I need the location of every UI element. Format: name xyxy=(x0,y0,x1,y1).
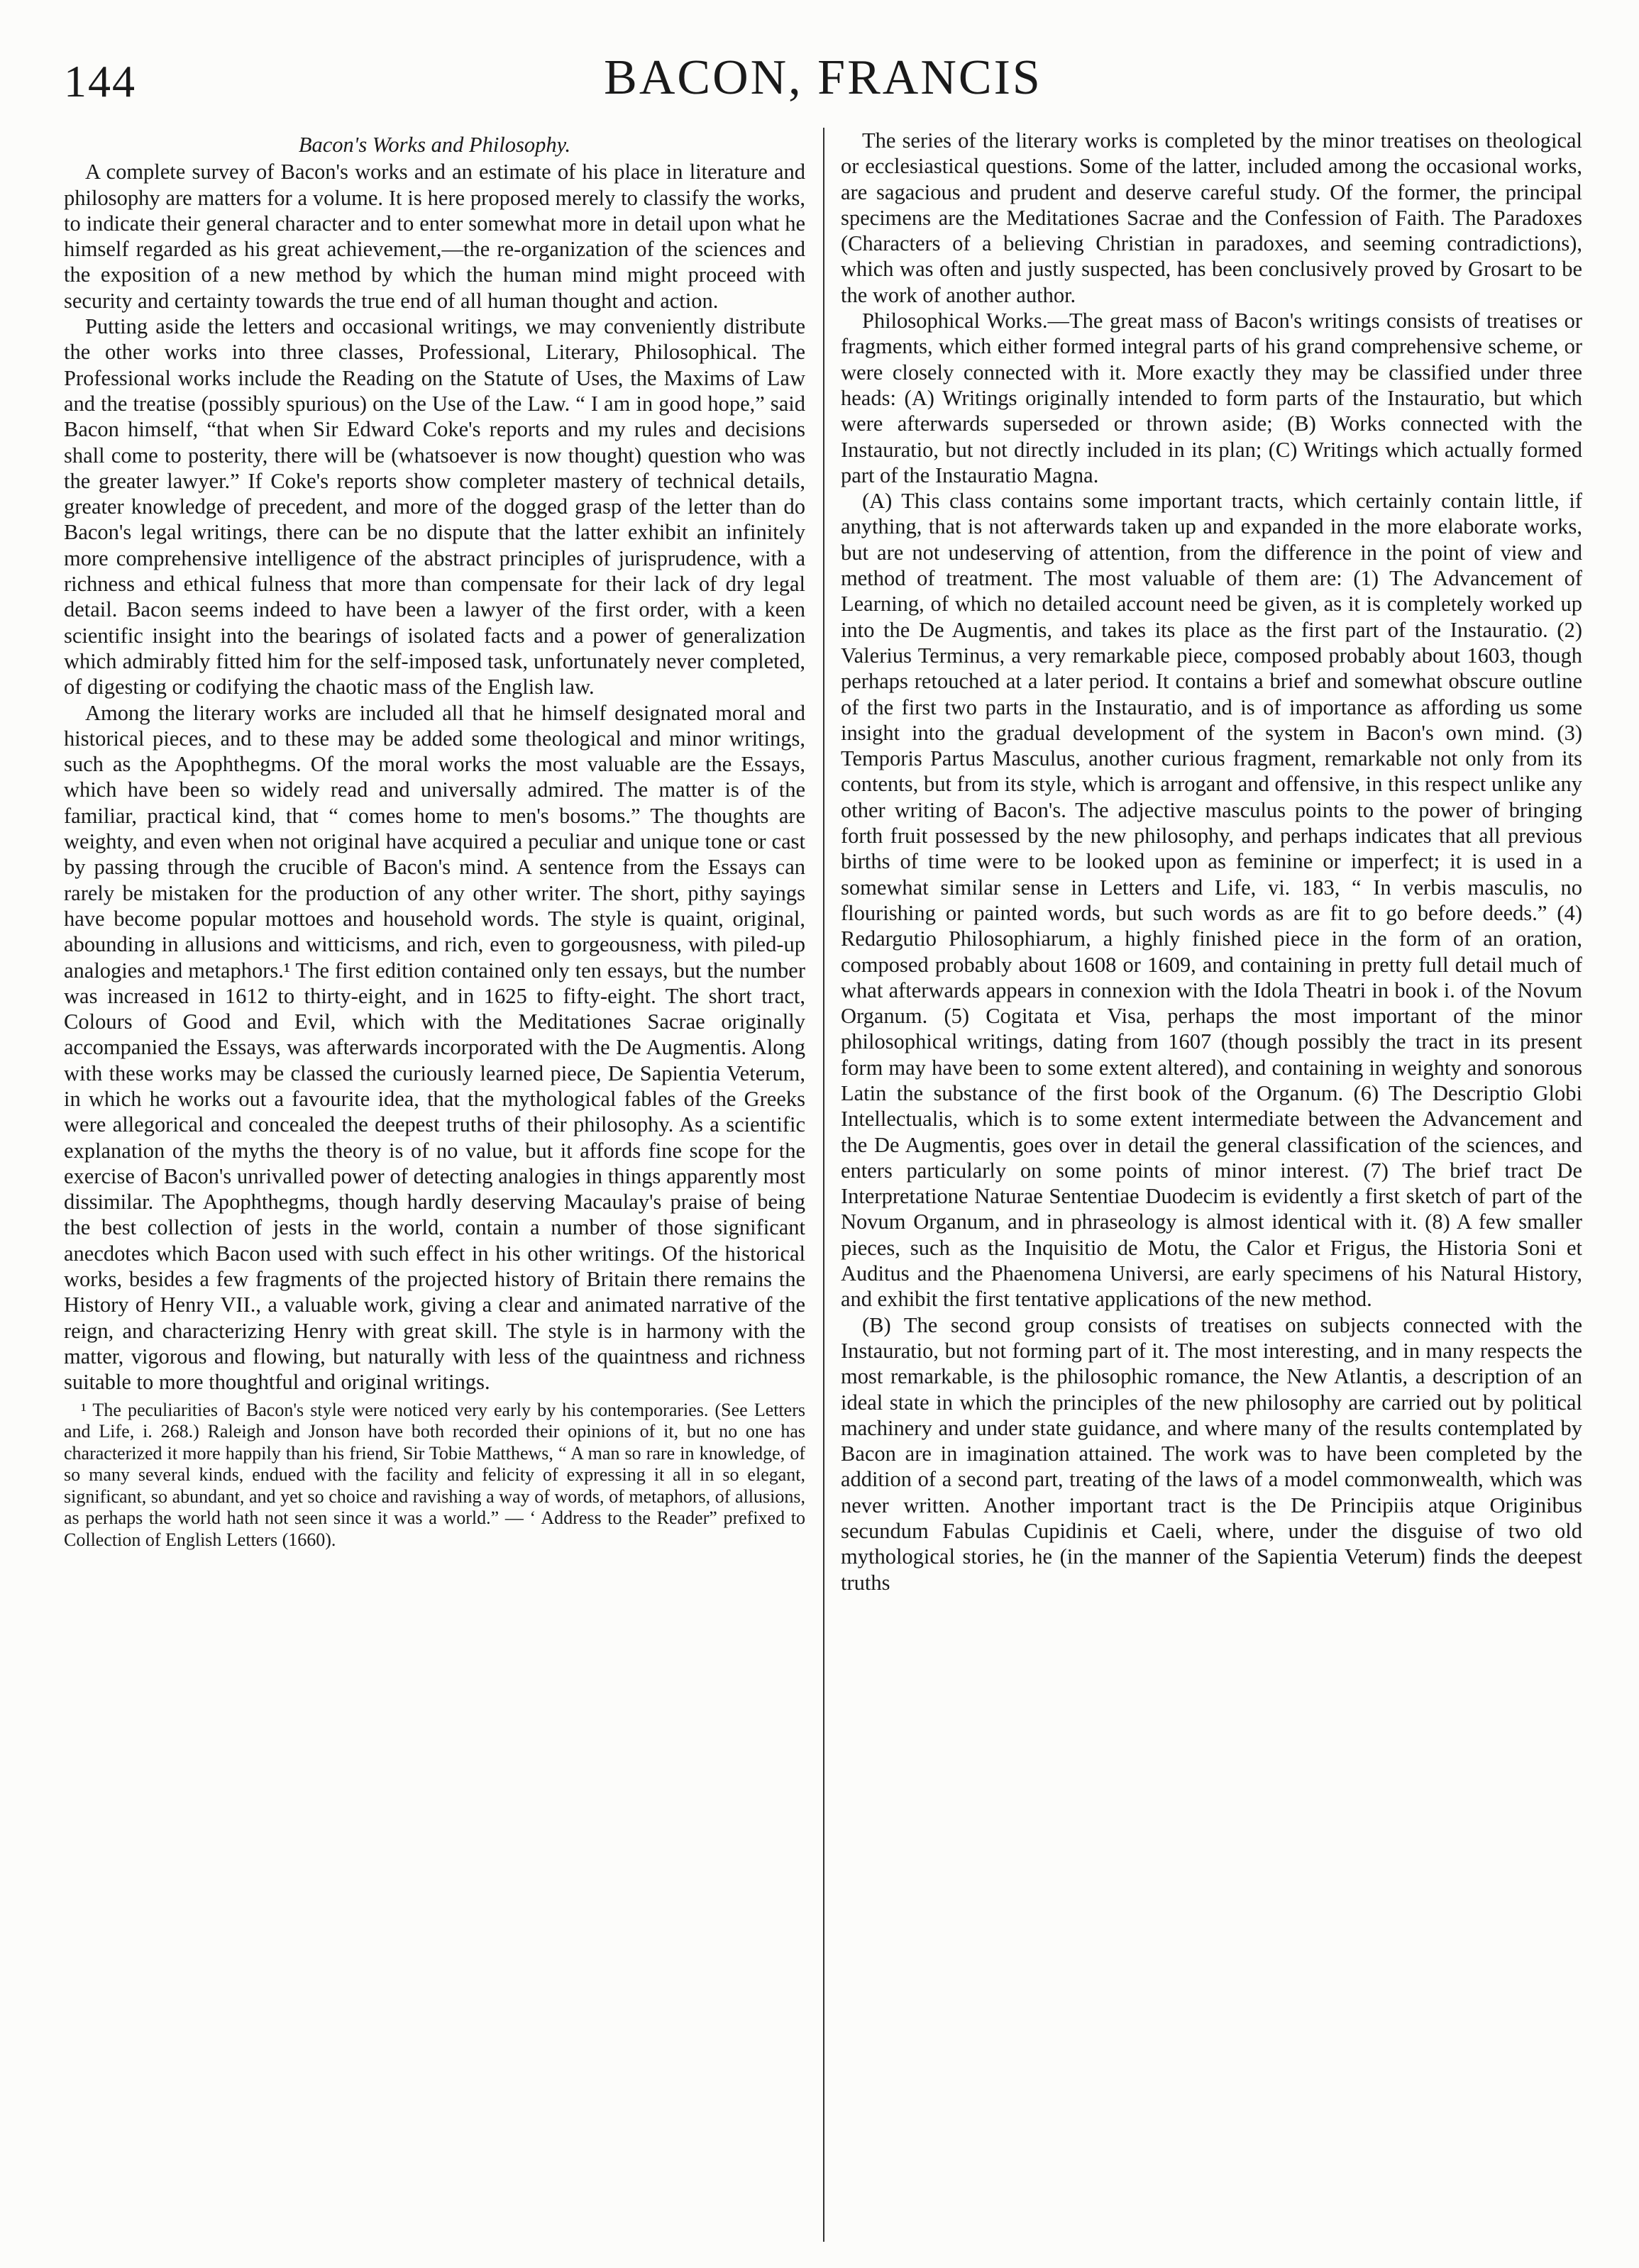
page xyxy=(64,43,1582,2249)
paragraph: A complete survey of Bacon's works and an estimate of his place in literature and philosophy are matters for a volume. It is here proposed merely to classify the works, to indicate their general character and to enter somewhat more in detail upon what he himself regarded as his great achievement,—the re-organization of the sciences and the exposition of a new method by which the human mind might proceed with security and certainty towards the true end of all human thought and action. xyxy=(64,160,805,313)
paragraph: Among the literary works are included all that he himself designated moral and historical pieces, and to these may be added some theological and minor writings, such as the Apophthegms. Of the moral works the most valuable are the Essays, which have been so widely read and universally admired. The matter is of the familiar, practical kind, that “ comes home to men's bosoms.” The thoughts are weighty, and even when not original have acquired a peculiar and unique tone or cast by passing through the crucible of Bacon's mind. A sentence from the Essays can rarely be mistaken for the production of any other writer. The short, pithy sayings have become popular mottoes and household words. The style is quaint, original, abounding in allusions and witticisms, and rich, even to gorgeousness, with piled-up analogies and metaphors.¹ The first edition contained only ten essays, but the number was increased in 1612 to thirty-eight, and in 1625 to fifty-eight. The short tract, Colours of Good and Evil, which with the Meditationes Sacrae originally accompanied the Essays, was afterwards incorporated with the De Augmentis. Along with these works may be classed the curiously learned piece, De Sapientia Veterum, in which he works out a favourite idea, that the mythological fables of the Greeks were allegorical and concealed the deepest truths of their philosophy. As a scientific explanation of the myths the theory is of no value, but it affords fine scope for the exercise of Bacon's unrivalled power of detecting analogies in things apparently most dissimilar. The Apophthegms, though hardly deserving Macaulay's praise of being the best collection of jests in the world, contain a number of those significant anecdotes which Bacon used with such effect in his other writings. Of the historical works, besides a few fragments of the projected history of Britain there remains the History of Henry VII., a valuable work, giving a clear and animated narrative of the reign, and characterizing Henry with great skill. The style is in harmony with the matter, vigorous and flowing, but naturally with less of the quaintness and richness suitable to more thoughtful and original writings. xyxy=(64,700,805,1395)
text-columns xyxy=(64,128,1582,2242)
running-title: BACON, FRANCIS xyxy=(604,50,1042,105)
right-column xyxy=(841,128,1582,2242)
left-column xyxy=(64,128,805,2242)
paragraph: Philosophical Works.—The great mass of Bacon's writings consists of treatises or fragments, which either formed integral parts of his grand comprehensive scheme, or were closely connected with it. More exactly they may be classified under three heads: (A) Writings originally intended to form parts of the Instauratio, but which were afterwards superseded or thrown aside; (B) Works connected with the Instauratio, but not directly included in its plan; (C) Writings which actually formed part of the Instauratio Magna. xyxy=(841,309,1582,487)
column-divider xyxy=(823,128,824,2242)
paragraph: Putting aside the letters and occasional writings, we may conveniently distribute the other works into three classes, Professional, Literary, Philosophical. The Professional works include the Reading on the Statute of Uses, the Maxims of Law and the treatise (possibly spurious) on the Use of the Law. “ I am in good hope,” said Bacon himself, “that when Sir Edward Coke's reports and my rules and decisions shall come to posterity, there will be (whatsoever is now thought) question who was the greater lawyer.” If Coke's reports show completer mastery of technical details, greater knowledge of precedent, and more of the dogged grasp of the letter than do Bacon's legal writings, there can be no dispute that the latter exhibit an infinitely more comprehensive intelligence of the abstract principles of jurisprudence, with a richness and ethical fulness that more than compensate for their lack of dry legal detail. Bacon seems indeed to have been a lawyer of the first order, with a keen scientific insight into the bearings of isolated facts and a power of generalization which admirably fitted him for the self-imposed task, unfortunately never completed, of digesting or codifying the chaotic mass of the English law. xyxy=(64,314,805,699)
paragraph: (A) This class contains some important tracts, which certainly contain little, if anything, that is not afterwards taken up and expanded in the more elaborate works, but are not undeserving of attention, from the difference in the point of view and method of treatment. The most valuable of them are: (1) The Advancement of Learning, of which no detailed account need be given, as it is completely worked up into the De Augmentis, and takes its place as the first part of the Instauratio. (2) Valerius Terminus, a very remarkable piece, composed probably about 1603, though perhaps retouched at a later period. It contains a brief and somewhat obscure outline of the first two parts in the Instauratio, and is of importance as affording us some insight into the gradual development of the system in Bacon's own mind. (3) Temporis Partus Masculus, another curious fragment, remarkable not only from its contents, but from its style, which is arrogant and offensive, in this respect unlike any other writing of Bacon's. The adjective masculus points to the power of bringing forth fruit possessed by the new philosophy, and perhaps indicates that all previous births of time were to be looked upon as feminine or imperfect; it is used in a somewhat similar sense in Letters and Life, vi. 183, “ In verbis masculis, no flourishing or painted words, but such words as are fit to go before deeds.” (4) Redargutio Philosophiarum, a highly finished piece in the form of an oration, composed probably about 1608 or 1609, and containing in pretty full detail much of what afterwards appears in connexion with the Idola Theatri in book i. of the Novum Organum. (5) Cogitata et Visa, perhaps the most important of the minor philosophical writings, dating from 1607 (though possibly the tract in its present form may have been to some extent altered), and containing in weighty and sonorous Latin the substance of the first book of the Organum. (6) The Descriptio Globi Intellectualis, which is to some extent intermediate between the Advancement and the De Augmentis, goes over in detail the general classification of the sciences, and enters particularly on some points of minor interest. (7) The brief tract De Interpretatione Naturae Sententiae Duodecim is evidently a first sketch of part of the Novum Organum, and in phraseology is almost identical with it. (8) A few smaller pieces, such as the Inquisitio de Motu, the Calor et Frigus, the Historia Soni et Auditus and the Phaenomena Universi, are early specimens of his Natural History, and exhibit the first tentative applications of the new method. xyxy=(841,489,1582,1312)
paragraph: (B) The second group consists of treatises on subjects connected with the Instauratio, but not forming part of it. The most interesting, and in many respects the most remarkable, is the philosophic romance, the New Atlantis, a description of an ideal state in which the principles of the new philosophy are carried out by political machinery and under state guidance, and where many of the results contemplated by Bacon are in imagination attained. The work was to have been completed by the addition of a second part, treating of the laws of a model commonwealth, which was never written. Another important tract is the De Principiis atque Originibus secundum Fabulas Cupidinis et Caeli, where, under the disguise of two old mythological stories, he (in the manner of the Sapientia Veterum) finds the deepest truths xyxy=(841,1312,1582,1595)
page-number: 144 xyxy=(64,56,136,106)
page-header xyxy=(64,43,1582,121)
footnote: ¹ The peculiarities of Bacon's style were noticed very early by his contemporaries. (See Letters and Life, i. 268.) Raleigh and Jonson have both recorded their opinions of it, but no one has characterized it more happily than his friend, Sir Tobie Matthews, “ A man so rare in knowledge, of so many several kinds, endued with the facility and felicity of expressing it all in so elegant, significant, so abundant, and yet so choice and ravishing a way of words, of metaphors, of allusions, as perhaps the world hath not seen since it was a world.” — ‘ Address to the Reader” prefixed to Collection of English Letters (1660). xyxy=(64,1399,805,1550)
paragraph: The series of the literary works is completed by the minor treatises on theological or ecclesiastical questions. Some of the latter, included among the occasional works, are sagacious and prudent and deserve careful study. Of the former, the principal specimens are the Meditationes Sacrae and the Confession of Faith. The Paradoxes (Characters of a believing Christian in paradoxes, and seeming contradictions), which was often and justly suspected, has been conclusively proved by Grosart to be the work of another author. xyxy=(841,128,1582,307)
section-title: Bacon's Works and Philosophy. xyxy=(298,133,571,157)
